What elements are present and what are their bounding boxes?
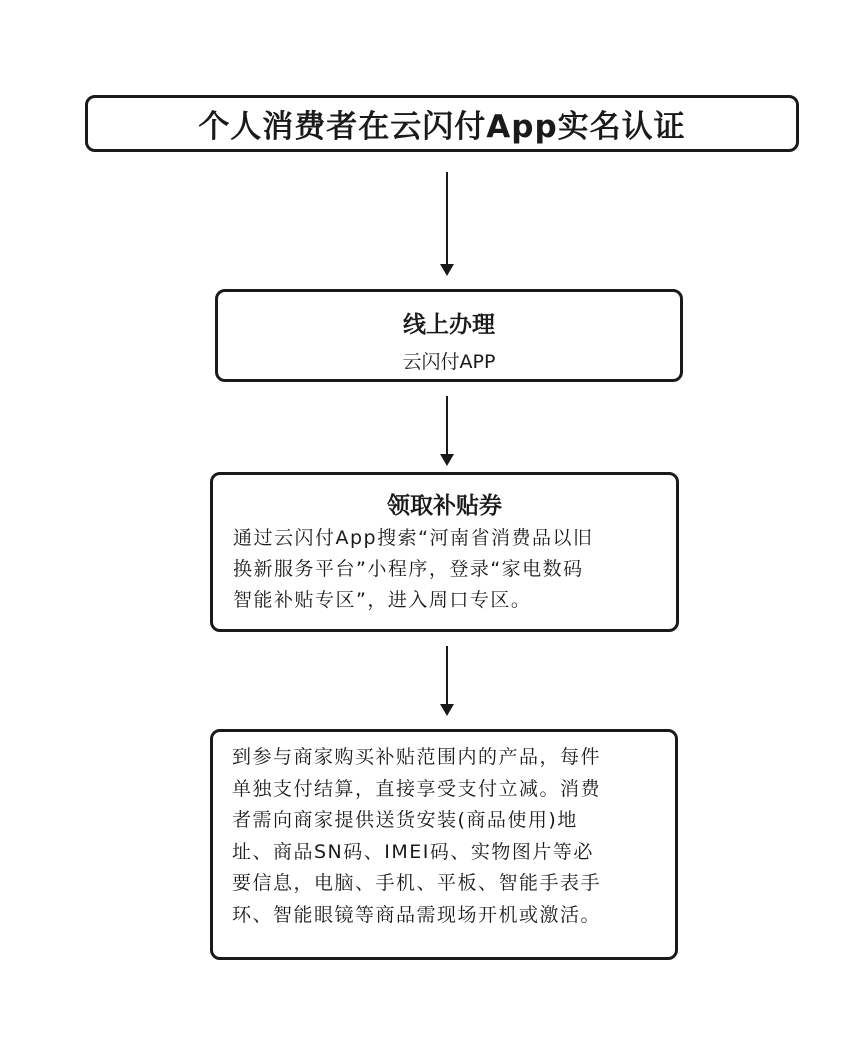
flow-title: 个人消费者在云闪付App实名认证 [198, 109, 686, 145]
text-line: 到参与商家购买补贴范围内的产品，每件 [232, 746, 602, 768]
step-purchase-text [232, 742, 661, 931]
step-online-heading: 线上办理 [403, 312, 495, 338]
text-line: 要信息，电脑、手机、平板、智能手表手 [232, 872, 602, 894]
text-line: 换新服务平台”小程序，登录“家电数码 [233, 558, 584, 580]
step-coupon-heading: 领取补贴券 [387, 493, 502, 519]
text-line: 通过云闪付App搜索“河南省消费品以旧 [233, 527, 594, 549]
arrow-down-3 [440, 646, 454, 716]
title-box [85, 95, 799, 152]
text-line: 智能补贴专区”，进入周口专区。 [233, 589, 532, 611]
step-online-box [215, 289, 683, 382]
text-line: 环、智能眼镜等商品需现场开机或激活。 [232, 903, 602, 926]
step-online-subtitle: 云闪付APP [402, 351, 496, 373]
text-line: 址、商品SN码、IMEI码、实物图片等必 [232, 840, 594, 863]
text-line: 者需向商家提供送货安装(商品使用)地 [232, 809, 578, 831]
step-purchase-box [210, 729, 678, 960]
text-line: 单独支付结算，直接享受支付立减。消费 [232, 777, 602, 800]
step-coupon-box [210, 472, 679, 632]
arrow-down-1 [440, 172, 454, 276]
arrow-down-2 [440, 396, 454, 466]
step-coupon-text [233, 523, 660, 616]
